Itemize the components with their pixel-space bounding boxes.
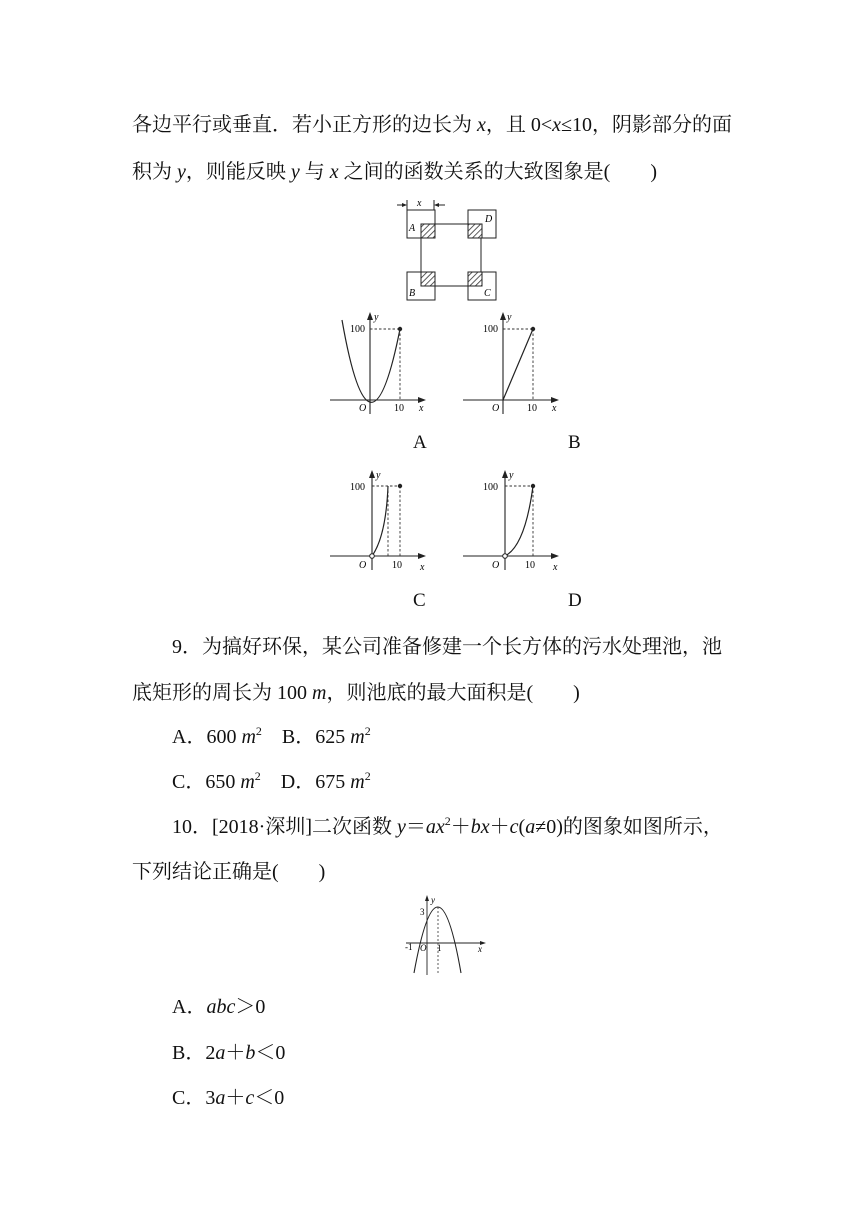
q10-option-b: B．2a＋b＜0 — [172, 1042, 286, 1064]
caption-c: C — [413, 590, 426, 611]
x-tick-10: 10 — [525, 560, 535, 571]
linear-line — [503, 329, 533, 400]
origin-label: O — [359, 403, 367, 414]
origin-label: O — [492, 403, 500, 414]
q9-options-ab: A．600 $m^2$ B．625 $m^2$ — [172, 724, 371, 748]
corner-label-a: A — [409, 223, 416, 234]
graph-option-d — [461, 466, 565, 574]
corner-label-d: D — [485, 214, 493, 225]
q10-option-c: C．3a＋c＜0 — [172, 1087, 285, 1109]
q9-line-2: 底矩形的周长为 100 m，则池底的最大面积是( ) — [132, 682, 580, 704]
x-axis-label: x — [552, 403, 557, 414]
y-axis-label: y — [507, 312, 512, 323]
origin-label: O — [359, 560, 367, 571]
origin-label: O — [492, 560, 500, 571]
x-axis-label: x — [420, 562, 425, 573]
y-tick-100: 100 — [350, 482, 365, 493]
endpoint-dot — [531, 484, 535, 488]
graph-option-c — [328, 466, 432, 574]
caption-b: B — [568, 432, 581, 453]
x-tick-10: 10 — [394, 403, 404, 414]
endpoint-dot — [398, 484, 402, 488]
corner-label-c: C — [484, 288, 491, 299]
y-tick-100: 100 — [483, 482, 498, 493]
x-axis-label: x — [419, 403, 424, 414]
q10-line-2: 下列结论正确是( ) — [132, 861, 326, 883]
curve — [372, 486, 388, 556]
q10-x-label: x — [478, 944, 482, 954]
q10-origin-label: O — [420, 943, 427, 953]
endpoint-dot — [398, 327, 402, 331]
curve — [505, 486, 533, 556]
x-axis-label: x — [553, 562, 558, 573]
open-start-dot — [370, 554, 375, 559]
open-start-dot — [503, 554, 508, 559]
square-diagram — [395, 196, 510, 306]
q10-x-tick-neg1: -1 — [405, 942, 413, 952]
q10-line-1: 10．[2018·深圳]二次函数 $y=ax^2+bx+c(a\ne 0)$的图象如图所示， — [172, 814, 723, 838]
y-tick-100: 100 — [350, 324, 365, 335]
caption-d: D — [568, 590, 582, 611]
y-axis-label: y — [376, 470, 381, 481]
q10-x-tick-1: 1 — [437, 943, 442, 953]
y-tick-100: 100 — [483, 324, 498, 335]
x-tick-10: 10 — [527, 403, 537, 414]
q10-parabola-figure — [398, 893, 490, 979]
q8-line-1: 各边平行或垂直．若小正方形的边长为 x，且 0<x≤10，阴影部分的面 — [132, 114, 733, 136]
q9-options-cd: C．650 $m^2$ D．675 $m^2$ — [172, 769, 371, 793]
q8-line-2: 积为 y，则能反映 y 与 x 之间的函数关系的大致图象是( ) — [132, 161, 657, 183]
corner-label-b: B — [409, 288, 416, 299]
y-axis-label: y — [509, 470, 514, 481]
graph-option-a — [328, 308, 432, 416]
endpoint-dot — [531, 327, 535, 331]
caption-a: A — [413, 432, 427, 453]
q9-line-1: 9．为搞好环保，某公司准备修建一个长方体的污水处理池，池 — [172, 636, 722, 658]
q10-option-a: A．abc＞0 — [172, 996, 266, 1018]
q10-y-label: y — [431, 895, 435, 905]
y-axis-label: y — [374, 312, 379, 323]
graph-option-b — [461, 308, 565, 416]
x-dimension-label: x — [417, 198, 422, 209]
x-tick-10: 10 — [392, 560, 402, 571]
q10-y-tick-3: 3 — [420, 907, 425, 917]
